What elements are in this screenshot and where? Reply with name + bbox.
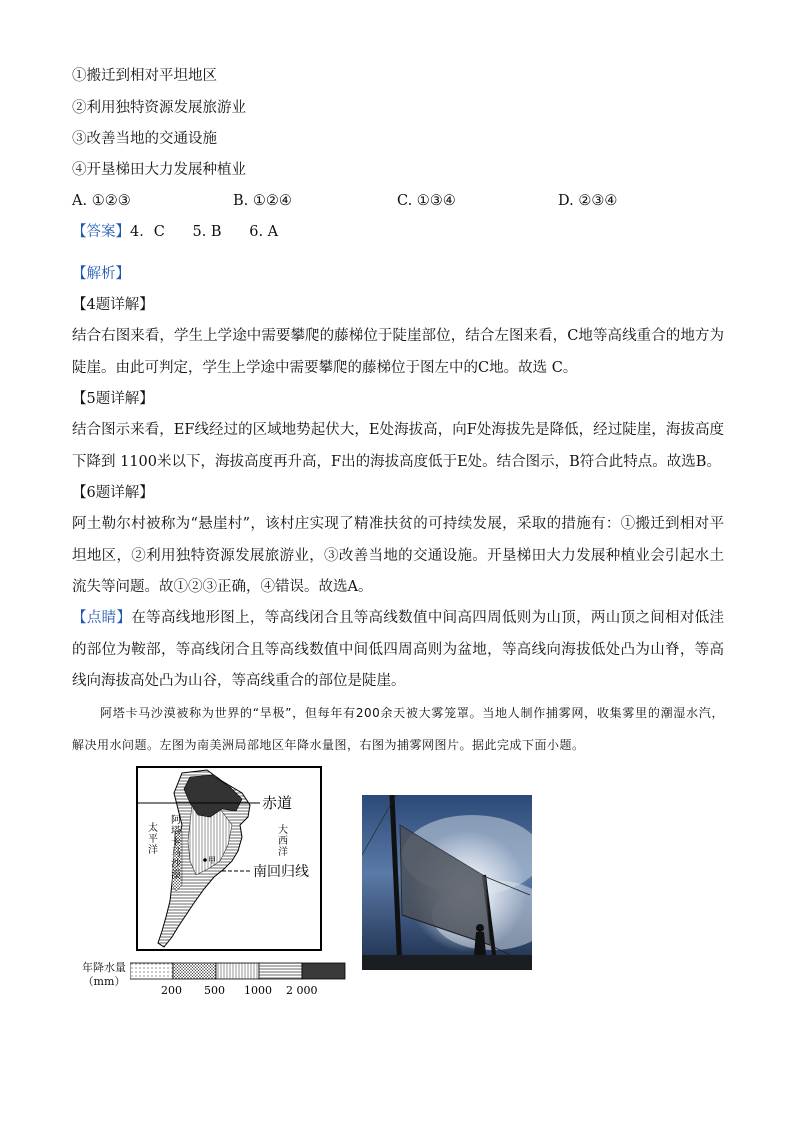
measure-1: ①搬迁到相对平坦地区: [72, 68, 217, 84]
legend-tick-1: 200: [161, 984, 182, 997]
option-b: B. ①②④: [233, 193, 292, 209]
legend-tick-2: 500: [204, 984, 225, 997]
q5-text: 结合图示来看，EF线经过的区域地势起伏大，E处海拔高，向F处海拔先是降低，经过陡崖，海拔高度下降到 1100米以下，海拔高度再升高，F出的海拔高度低于E处。结合图示，B符合此特点。故选B。: [72, 422, 724, 470]
point-jia: [203, 858, 207, 862]
legend-bar: [130, 962, 347, 1000]
answer-line: [72, 222, 278, 242]
q6-label: 【6题详解】: [72, 485, 154, 501]
person-silhouette: [476, 924, 484, 932]
legend-tick-3: 1000: [244, 984, 272, 997]
legend-swatch-1: [130, 963, 173, 979]
svg-text:太平洋: 太平洋: [148, 823, 158, 856]
tip-label: 【点睛】: [72, 610, 132, 626]
svg-text:大西洋: 大西洋: [278, 825, 288, 858]
measure-4: ④开垦梯田大力发展种植业: [72, 162, 246, 178]
legend-swatch-3: [216, 963, 259, 979]
equator-label: 赤道: [262, 794, 293, 812]
answer-text: 4．C 5. B 6. A: [130, 224, 279, 240]
legend-title-line1: 年降水量: [82, 961, 126, 974]
q4-label: 【4题详解】: [72, 297, 154, 313]
pacific-label: [148, 821, 158, 856]
fog-net-illustration: [362, 795, 532, 970]
option-d: D. ②③④: [558, 193, 618, 209]
q6-text: 阿土勒尔村被称为“悬崖村”，该村庄实现了精准扶贫的可持续发展，采取的措施有：①搬迁到相对平坦地区，②利用独特资源发展旅游业，③改善当地的交通设施。开垦梯田大力发展种植业会引起水土流失等问题。故①②③正确，④错误。故选A。: [72, 516, 724, 595]
intro-paragraph: 阿塔卡马沙漠被称为世界的“旱极”，但每年有200余天被大雾笼罩。当地人制作捕雾网，收集雾里的潮湿水汽，解决用水问题。左图为南美洲局部地区年降水量图，右图为捕雾网图片。据此完成下面小题。: [72, 706, 724, 752]
atlantic-label: [278, 823, 288, 858]
desert-label: [171, 814, 182, 881]
analysis-label: 【解析】: [72, 266, 130, 282]
q4-text: 结合右图来看，学生上学途中需要攀爬的藤梯位于陡崖部位，结合左图来看，C地等高线重合的地方为陡崖。由此可判定，学生上学途中需要攀爬的藤梯位于图左中的C地。故选 C。: [72, 328, 724, 376]
svg-text:阿塔卡马沙漠: 阿塔卡马沙漠: [171, 815, 181, 881]
q5-label: 【5题详解】: [72, 391, 154, 407]
measure-3: ③改善当地的交通设施: [72, 131, 217, 147]
answer-label: 【答案】: [72, 224, 130, 240]
legend-title-line2: （mm）: [82, 975, 126, 988]
point-label: 甲: [208, 856, 216, 865]
tip-text: 在等高线地形图上，等高线闭合且等高线数值中间高四周低则为山顶，两山顶之间相对低洼的部位为鞍部，等高线闭合且等高线数值中间低四周高则为盆地，等高线向海拔低处凸为山脊，等高线向海拔高处凸为山谷，等高线重合的部位是陡崖。: [72, 610, 725, 689]
tropic-label: 南回归线: [253, 864, 309, 880]
legend-title: [76, 961, 132, 989]
option-a: A. ①②③: [72, 193, 131, 209]
measure-2: ②利用独特资源发展旅游业: [72, 100, 246, 116]
legend-swatch-5: [302, 963, 345, 979]
fog-net-photo: [362, 795, 532, 970]
precipitation-map-figure: [72, 765, 347, 1000]
legend-tick-4: 2 000: [286, 984, 318, 997]
legend-swatch-2: [173, 963, 216, 979]
option-c: C. ①③④: [397, 193, 456, 209]
legend-swatch-4: [259, 963, 302, 979]
tip-paragraph: [72, 603, 724, 698]
ground: [362, 955, 532, 970]
